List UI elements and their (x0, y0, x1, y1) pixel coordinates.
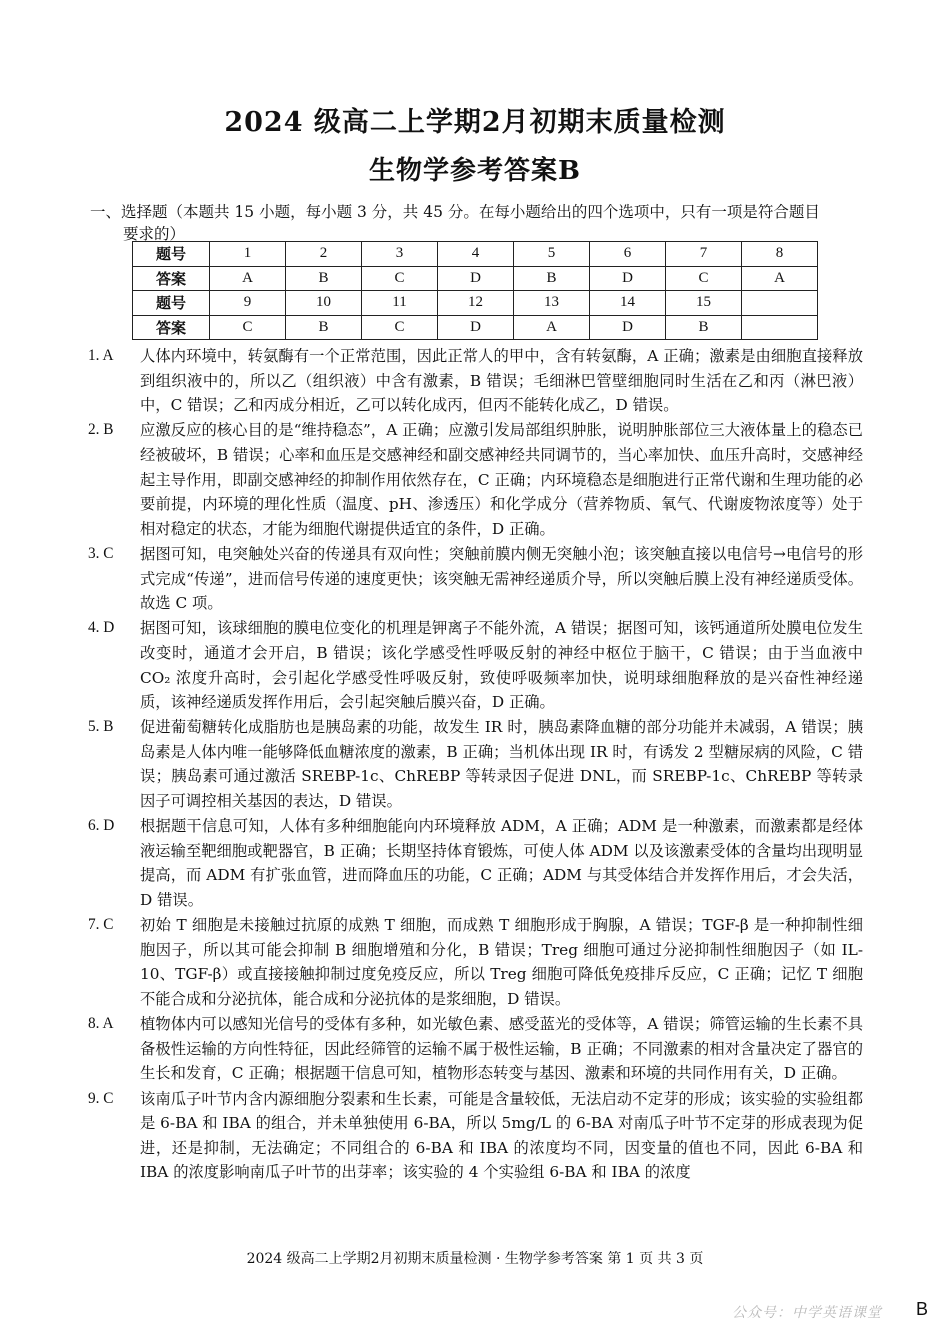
header-cell: 答案 (133, 315, 210, 340)
table-row (133, 315, 818, 340)
answer-cell: B (514, 266, 590, 291)
question-number-cell: 14 (590, 291, 666, 316)
explanation-item (88, 616, 863, 714)
item-text: 促进葡萄糖转化成脂肪也是胰岛素的功能，故发生 IR 时，胰岛素降血糖的部分功能并未减弱，A 错误；胰岛素是人体内唯一能够降低血糖浓度的激素，B 正确；当机体出现 IR 时，有诱发 2 型糖尿病的风险，C 错误；胰岛素可通过激活 SREBP-1c、ChREBP 等转录因子促进 DNL，而 SREBP-1c、ChREBP 等转录因子可调控相关基因的表达，D 错误。 (140, 718, 863, 811)
header-cell: 题号 (133, 291, 210, 316)
header-cell: 答案 (133, 266, 210, 291)
item-text: 人体内环境中，转氨酶有一个正常范围，因此正常人的甲中，含有转氨酶，A 正确；激素是由细胞直接释放到组织液中的，所以乙（组织液）中含有激素，B 错误；毛细淋巴管壁细胞同时生活在乙和丙（淋巴液）中，C 错误；乙和丙成分相近，乙可以转化成丙，但丙不能转化成乙，D 错误。 (140, 347, 863, 415)
question-number-cell: 7 (666, 242, 742, 267)
explanation-item (88, 913, 863, 1011)
page-footer: 2024 级高二上学期2月初期末质量检测 · 生物学参考答案 第 1 页 共 3 页 (246, 1251, 704, 1267)
table-row (133, 266, 818, 291)
item-text: 植物体内可以感知光信号的受体有多种，如光敏色素、感受蓝光的受体等，A 错误；筛管运输的生长素不具备极性运输的方向性特征，因此经筛管的运输不属于极性运输，B 正确；不同激素的相对含量决定了器官的生长和发育，C 正确；根据题干信息可知，植物形态转变与基因、激素和环境的共同作用有关，D 正确。 (140, 1015, 863, 1083)
header-cell: 题号 (133, 242, 210, 267)
answer-cell: B (286, 266, 362, 291)
answer-table (132, 241, 818, 340)
question-number-cell: 9 (210, 291, 286, 316)
question-number-cell: 8 (742, 242, 818, 267)
question-number-cell: 5 (514, 242, 590, 267)
question-number-cell: 4 (438, 242, 514, 267)
question-number-cell: 2 (286, 242, 362, 267)
answer-cell: D (590, 315, 666, 340)
explanation-item (88, 715, 863, 813)
corner-mark: B (915, 1299, 928, 1319)
explanation-item (88, 1012, 863, 1086)
explanation-item (88, 418, 863, 541)
answer-cell: C (362, 266, 438, 291)
answer-cell: D (590, 266, 666, 291)
item-number: 9. C (88, 1089, 114, 1107)
section-heading (90, 201, 870, 245)
answer-cell: A (742, 266, 818, 291)
item-text: 据图可知，电突触处兴奋的传递具有双向性；突触前膜内侧无突触小泡；该突触直接以电信号→电信号的形式完成“传递”，进而信号传递的速度更快；该突触无需神经递质介导，所以突触后膜上没有神经递质受体。故选 C 项。 (140, 544, 863, 613)
answer-cell: C (210, 315, 286, 340)
answer-cell: C (666, 266, 742, 291)
explanation-item (88, 814, 863, 912)
question-number-cell: 13 (514, 291, 590, 316)
item-number: 2. B (88, 421, 114, 439)
item-text: 据图可知，该球细胞的膜电位变化的机理是钾离子不能外流，A 错误；据图可知，该钙通道所处膜电位发生改变时，通道才会开启，B 错误；该化学感受性呼吸反射的神经中枢位于脑干，C 错误；由于当血液中 CO₂ 浓度升高时，会引起化学感受性呼吸反射，致使呼吸频率加快，说明球细胞释放的是兴奋性神经递质，该神经递质发挥作用后，会引起突触后膜兴奋，D 正确。 (140, 619, 863, 712)
watermark: 公众号：中学英语课堂 (732, 1305, 882, 1321)
item-text: 应激反应的核心目的是“维持稳态”，A 正确；应激引发局部组织肿胀，说明肿胀部位三大液体量上的稳态已经被破坏，B 错误；心率和血压是交感神经和副交感神经共同调节的，当心率加快、血压升高时，交感神经起主导作用，即副交感神经的抑制作用依然存在，C 正确；内环境稳态是细胞进行正常代谢和生理功能的必要前提，内环境的理化性质（温度、pH、渗透压）和化学成分（营养物质、氧气、代谢废物浓度等）处于相对稳定的状态，才能为细胞代谢提供适宜的条件，D 正确。 (140, 421, 863, 538)
item-number: 3. C (88, 544, 114, 562)
answer-cell: C (362, 315, 438, 340)
table-row (133, 242, 818, 267)
explanation-item (88, 344, 863, 418)
answer-cell: A (514, 315, 590, 340)
page-title: 2024 级高二上学期2月初期末质量检测 (224, 107, 726, 138)
question-number-cell: 11 (362, 291, 438, 316)
item-text: 该南瓜子叶节内含内源细胞分裂素和生长素，可能是含量较低，无法启动不定芽的形成；该实验的实验组都是 6-BA 和 IBA 的组合，并未单独使用 6-BA，所以 5mg/L 的 6-BA 对南瓜子叶节不定芽的形成表现为促进，还是抑制，无法确定；不同组合的 6-BA 和 IBA 的浓度均不同，因变量的值也不同，因此 6-BA 和 IBA 的浓度影响南瓜子叶节的出芽率；该实验的 4 个实验组 6-BA 和 IBA 的浓度 (140, 1089, 863, 1182)
question-number-cell: 15 (666, 291, 742, 316)
question-number-cell: 6 (590, 242, 666, 267)
item-number: 1. A (88, 347, 114, 364)
explanation-item (88, 1087, 863, 1185)
answer-cell (742, 315, 818, 340)
item-number: 6. D (88, 817, 115, 835)
item-number: 7. C (88, 916, 114, 934)
answer-cell: B (286, 315, 362, 340)
question-number-cell (742, 291, 818, 316)
table-row (133, 291, 818, 316)
item-number: 4. D (88, 619, 115, 637)
answer-cell: D (438, 266, 514, 291)
answer-cell: B (666, 315, 742, 340)
item-text: 根据题干信息可知，人体有多种细胞能向内环境释放 ADM，A 正确；ADM 是一种激素，而激素都是经体液运输至靶细胞或靶器官，B 正确；长期坚持体育锻炼，可使人体 ADM 以及该激素受体的含量均出现明显提高，而 ADM 有扩张血管，进而降血压的功能，C 正确；ADM 与其受体结合并发挥作用后，才会失活，D 错误。 (140, 817, 863, 910)
question-number-cell: 1 (210, 242, 286, 267)
question-number-cell: 3 (362, 242, 438, 267)
section-heading-line2: 要求的） (123, 225, 186, 243)
question-number-cell: 12 (438, 291, 514, 316)
item-text: 初始 T 细胞是未接触过抗原的成熟 T 细胞，而成熟 T 细胞形成于胸腺，A 错误；TGF-β 是一种抑制性细胞因子，所以其可能会抑制 B 细胞增殖和分化，B 错误；Treg 细胞可通过分泌抑制性细胞因子（如 IL-10、TGF-β）或直接接触抑制过度免疫反应，所以 Treg 细胞可降低免疫排斥反应，C 正确；记忆 T 细胞不能合成和分泌抗体，能合成和分泌抗体的是浆细胞，D 错误。 (140, 916, 863, 1008)
item-number: 5. B (88, 718, 114, 736)
explanation-item (88, 542, 863, 616)
page-subtitle: 生物学参考答案B (369, 156, 581, 186)
section-heading-line1: 一、选择题（本题共 15 小题，每小题 3 分，共 45 分。在每小题给出的四个选项中，只有一项是符合题目 (90, 203, 820, 221)
answer-cell: D (438, 315, 514, 340)
question-number-cell: 10 (286, 291, 362, 316)
answer-cell: A (210, 266, 286, 291)
answer-explanations (88, 344, 863, 1186)
item-number: 8. A (88, 1015, 114, 1033)
